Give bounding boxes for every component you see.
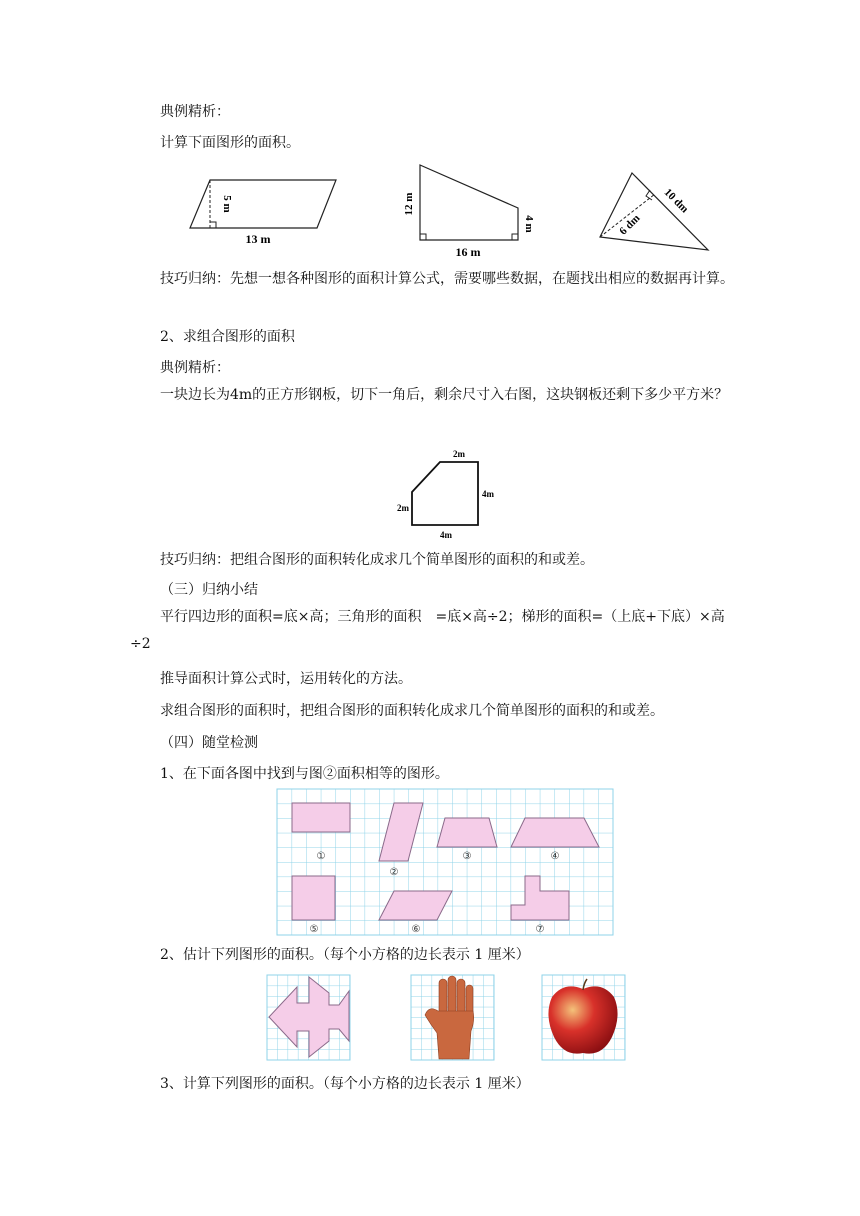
trapezoid-figure — [400, 160, 540, 260]
shape-4 — [511, 818, 599, 847]
section-4-title: （四）随堂检测 — [160, 735, 258, 751]
composite-right-label: 4m — [482, 489, 494, 499]
summary-3: 求组合图形的面积时，把组合图形的面积转化成求几个简单图形的面积的和或差。 — [160, 703, 664, 719]
tip-2: 技巧归纳：把组合图形的面积转化成求几个简单图形的面积的和或差。 — [160, 552, 594, 568]
example-heading-2: 典例精析： — [160, 360, 230, 376]
composite-bottom-label: 4m — [440, 530, 452, 540]
shape-3 — [437, 818, 497, 847]
composite-figure — [393, 443, 503, 543]
triangle-height-label: 6 dm — [617, 212, 643, 238]
section-3-title: （三）归纳小结 — [160, 582, 258, 598]
trapezoid-left-label: 12 m — [403, 192, 415, 216]
arrow-grid — [267, 975, 351, 1061]
instruction-1: 计算下面图形的面积。 — [160, 135, 300, 151]
composite-left-label: 2m — [397, 503, 409, 513]
label-2: ② — [389, 867, 399, 878]
label-4: ④ — [550, 851, 560, 862]
label-5: ⑤ — [309, 924, 319, 935]
label-7: ⑦ — [535, 924, 545, 935]
problem-2: 一块边长为4m的正方形钢板，切下一角后，剩余尺寸入右图，这块钢板还剩下多少平方米？ — [160, 387, 729, 403]
triangle-figure — [590, 165, 720, 260]
parallelogram-height-label: 5 m — [221, 195, 233, 213]
tip-1: 技巧归纳：先想一想各种图形的面积计算公式，需要哪些数据，在题找出相应的数据再计算。 — [160, 271, 734, 287]
composite-top-label: 2m — [453, 449, 465, 459]
shapes-grid — [277, 789, 615, 937]
label-1: ① — [316, 851, 326, 862]
label-6: ⑥ — [411, 924, 421, 935]
question-1: 1、在下面各图中找到与图②面积相等的图形。 — [160, 766, 449, 782]
summary-1: 平行四边形的面积=底×高；三角形的面积 =底×高÷2；梯形的面积=（上底+下底）×高÷2 — [130, 609, 725, 652]
parallelogram-base-label: 13 m — [245, 232, 271, 246]
label-3: ③ — [462, 851, 472, 862]
apple-grid — [542, 975, 626, 1061]
hand-grid — [411, 975, 495, 1061]
triangle-side-label: 10 dm — [661, 186, 691, 216]
question-3: 3、计算下列图形的面积。（每个小方格的边长表示 1 厘米） — [160, 1076, 530, 1092]
shape-5 — [292, 876, 335, 920]
trapezoid-right-label: 4 m — [523, 215, 535, 233]
trapezoid-bottom-label: 16 m — [455, 245, 481, 259]
shape-1 — [292, 803, 350, 832]
section-2-title: 2、求组合图形的面积 — [160, 329, 295, 345]
example-heading-1: 典例精析： — [160, 104, 230, 120]
question-2: 2、估计下列图形的面积。（每个小方格的边长表示 1 厘米） — [160, 947, 530, 963]
summary-2: 推导面积计算公式时，运用转化的方法。 — [160, 671, 412, 687]
parallelogram-figure — [180, 170, 340, 250]
